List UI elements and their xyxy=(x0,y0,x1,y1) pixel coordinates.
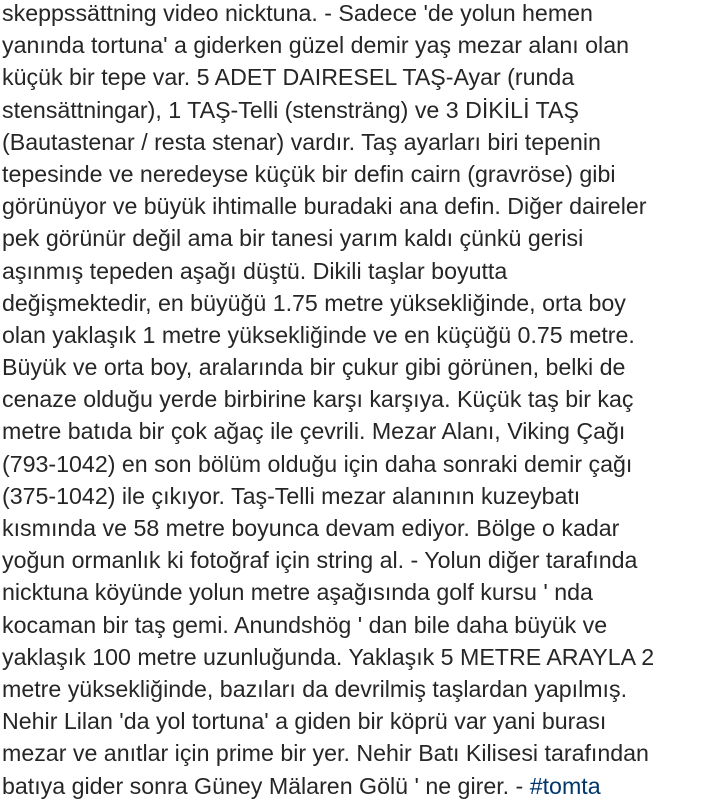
caption-line: Nehir Lilan 'da yol tortuna' a giden bir köprü var yani burası xyxy=(2,708,607,735)
caption-line: kocaman bir taş gemi. Anundshög ' dan bile daha büyük ve xyxy=(2,611,608,638)
caption-line: olan yaklaşık 1 metre yüksekliğinde ve en küçüğü 0.75 metre. xyxy=(2,321,635,348)
caption-line: aşınmış tepeden aşağı düştü. Dikili taşlar boyutta xyxy=(2,257,508,284)
caption-line: nicktuna köyünde yolun metre aşağısında golf kursu ' nda xyxy=(2,579,593,606)
caption-line: stensättningar), 1 TAŞ-Telli (stensträng) ve 3 DİKİLİ TAŞ xyxy=(2,96,579,123)
caption-line: değişmektedir, en büyüğü 1.75 metre yüksekliğinde, orta boy xyxy=(2,289,626,316)
caption-line: (375-1042) ile çıkıyor. Taş-Telli mezar alanının kuzeybatı xyxy=(2,482,581,509)
caption-line: metre yüksekliğinde, bazıları da devrilmiş taşlardan yapılmış. xyxy=(2,675,628,702)
caption-line: yoğun ormanlık ki fotoğraf için string al. - Yolun diğer tarafında xyxy=(2,547,638,574)
caption-line: skeppssättning video nicktuna. - Sadece 'de yolun hemen xyxy=(2,0,593,26)
caption-line: pek görünür değil ama bir tanesi yarım kaldı çünkü gerisi xyxy=(2,225,584,252)
caption-line: Büyük ve orta boy, aralarında bir çukur gibi görünen, belki de xyxy=(2,354,626,381)
caption-line: yaklaşık 100 metre uzunluğunda. Yaklaşık 5 METRE ARAYLA 2 xyxy=(2,643,655,670)
caption-line: kısmında ve 58 metre boyunca devam ediyor. Bölge o kadar xyxy=(2,515,620,541)
caption-line: tepesinde ve neredeyse küçük bir defin cairn (gravröse) gibi xyxy=(2,160,616,187)
caption-line: küçük bir tepe var. 5 ADET DAIRESEL TAŞ-Ayar (runda xyxy=(2,64,575,91)
caption-line: mezar ve anıtlar için prime bir yer. Nehir Batı Kilisesi tarafından xyxy=(2,740,649,767)
caption-line: metre batıda bir çok ağaç ile çevrili. Mezar Alanı, Viking Çağı xyxy=(2,418,626,445)
caption-line-text: batıya gider sonra Güney Mälaren Gölü ' ne girer. - xyxy=(2,772,530,799)
post-caption xyxy=(2,0,717,802)
caption-line: (Bautastenar / resta stenar) vardır. Taş ayarları biri tepenin xyxy=(2,128,601,155)
hashtag-link[interactable]: #tomta xyxy=(529,772,601,799)
caption-line: görünüyor ve büyük ihtimalle buradaki ana defin. Diğer daireler xyxy=(2,193,647,220)
caption-line: (793-1042) en son bölüm olduğu için daha sonraki demir çağı xyxy=(2,450,633,477)
caption-last-line xyxy=(2,770,717,802)
caption-line: yanında tortuna' a giderken güzel demir yaş mezar alanı olan xyxy=(2,32,629,59)
caption-line: cenaze olduğu yerde birbirine karşı karşıya. Küçük taş bir kaç xyxy=(2,386,634,413)
